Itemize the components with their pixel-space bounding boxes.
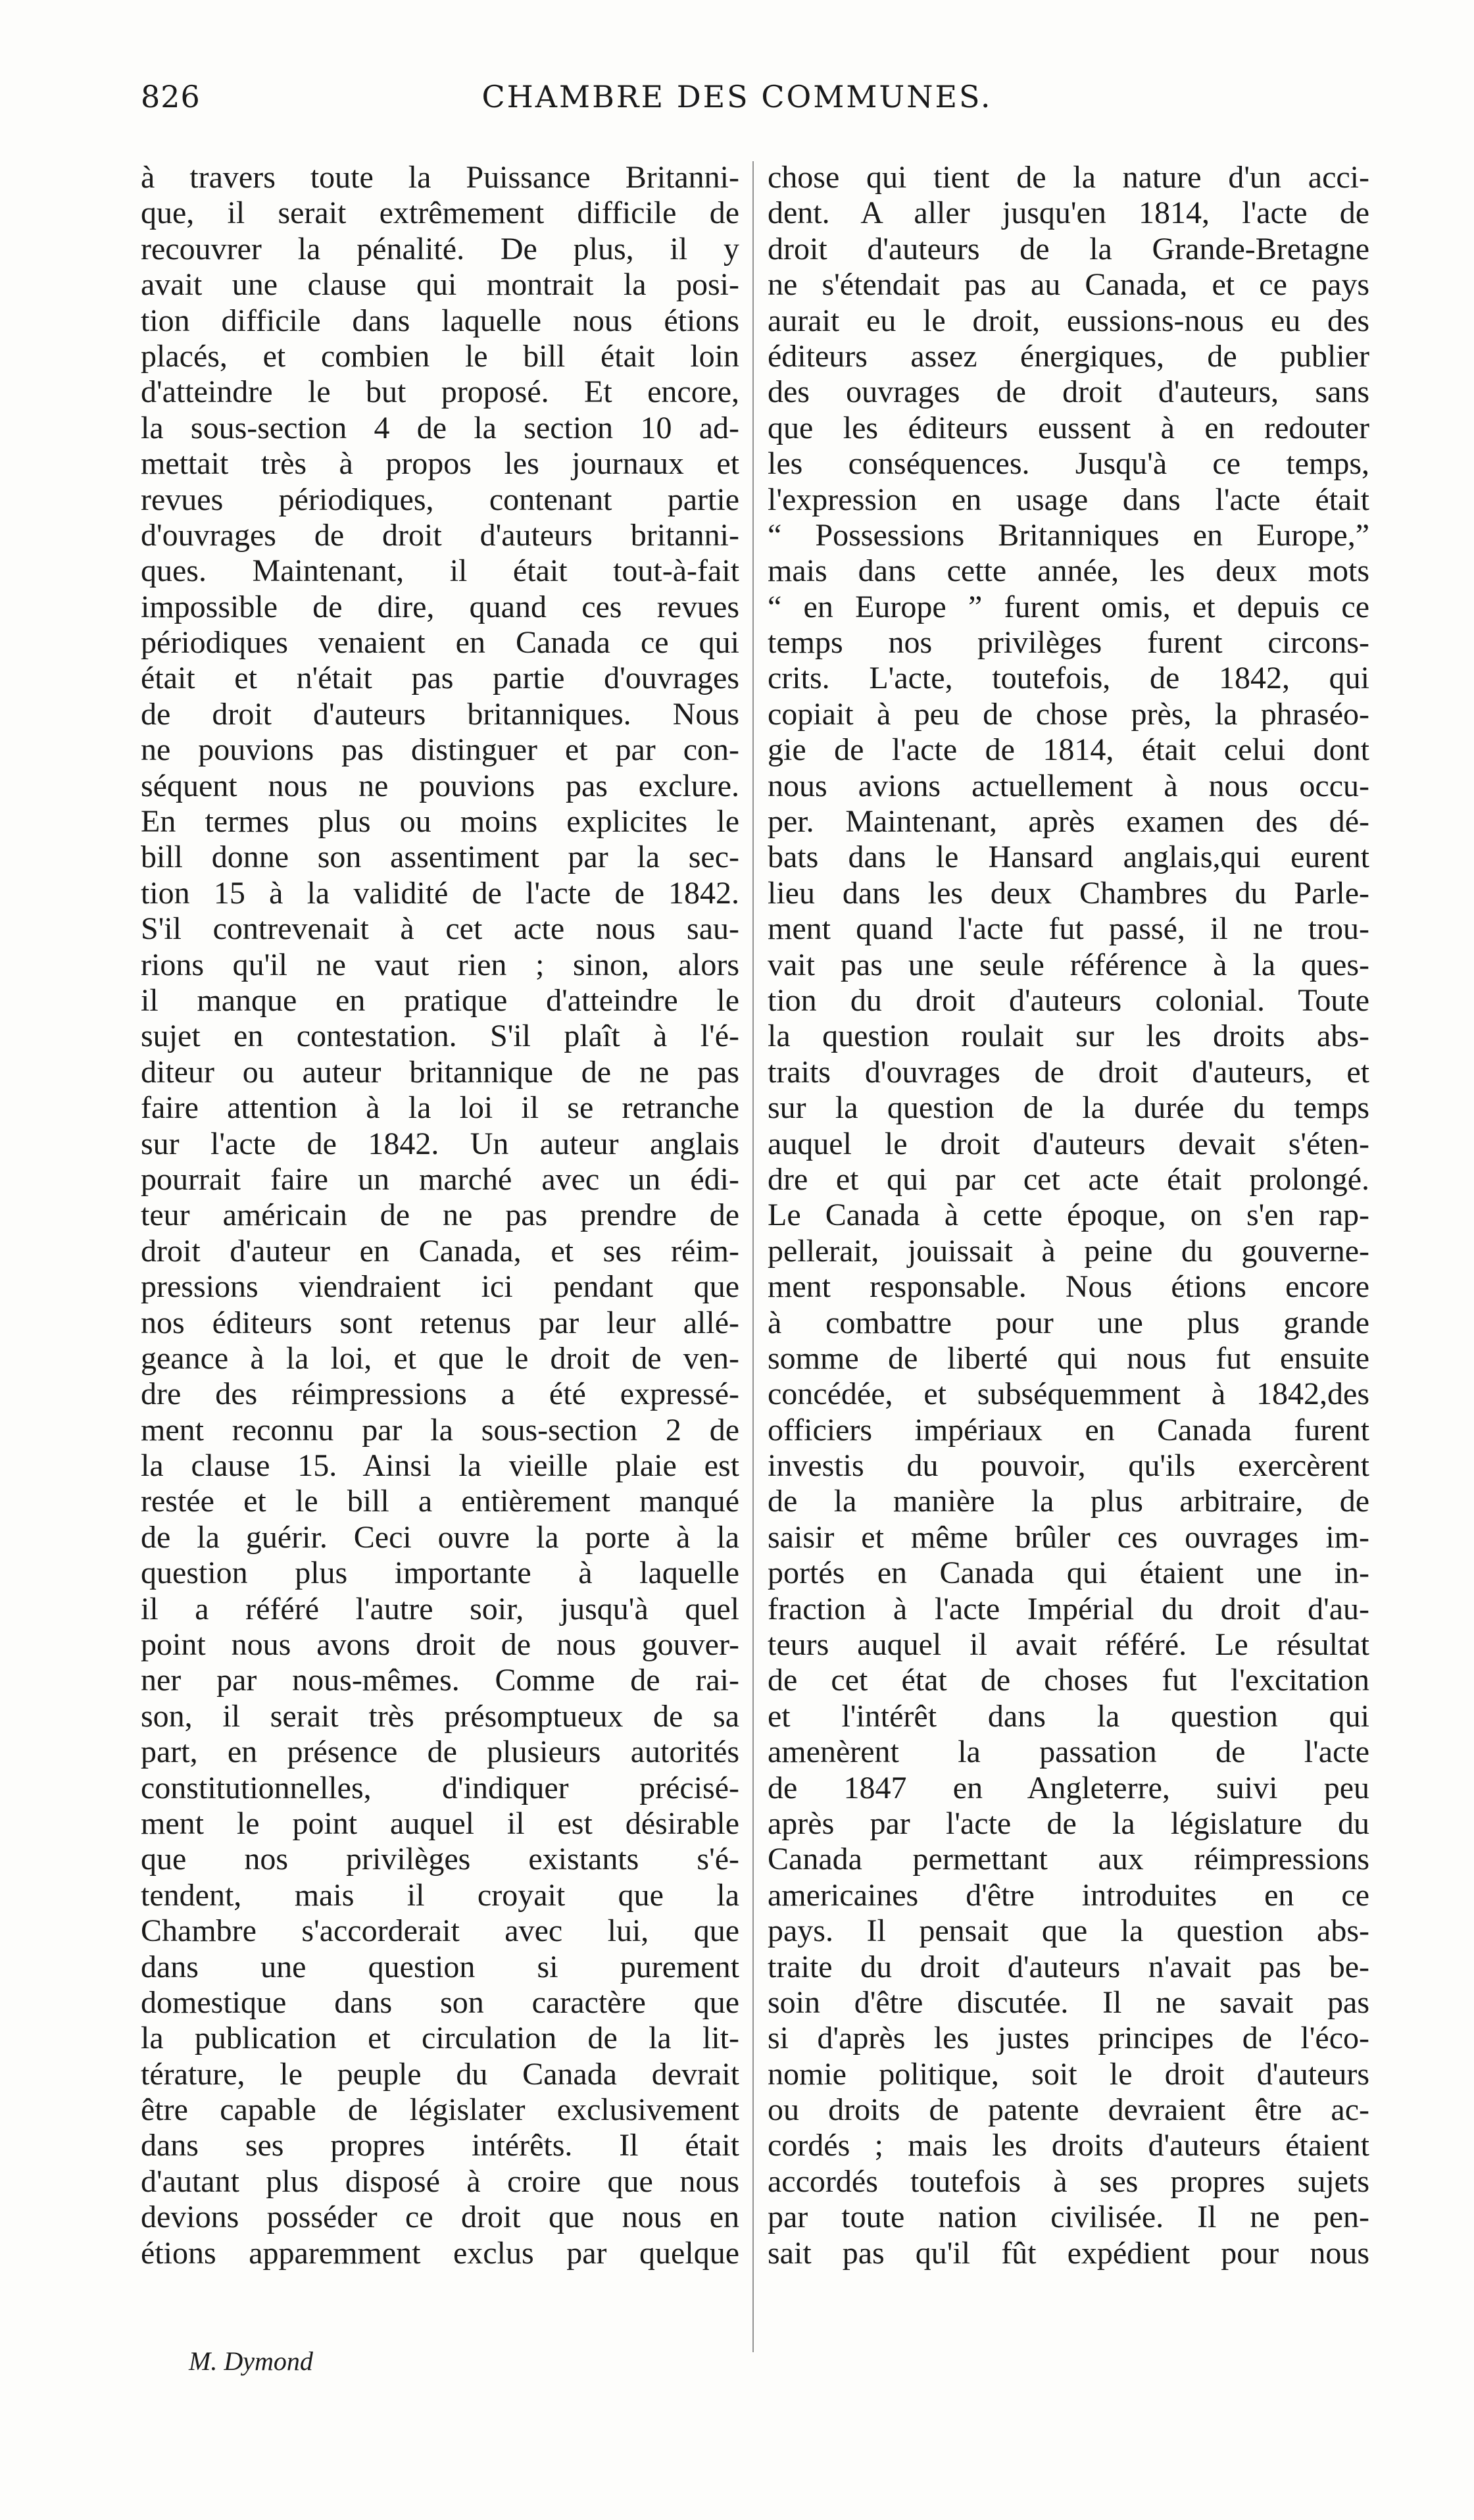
text-line: temps nos privilèges furent circons- [768,625,1369,661]
text-line: ner par nous-mêmes. Comme de rai- [141,1663,739,1698]
text-line: que, il serait extrêmement difficile de [141,195,739,231]
text-line: la publication et circulation de la lit- [141,2021,739,2056]
left-column [141,160,739,2271]
text-line: traite du droit d'auteurs n'avait pas be- [768,1949,1369,1984]
text-line: de 1847 en Angleterre, suivi peu [768,1770,1369,1805]
text-line: la sous-section 4 de la section 10 ad- [141,410,739,445]
text-line: question plus importante à laquelle [141,1555,739,1591]
text-line: d'ouvrages de droit d'auteurs britanni- [141,517,739,553]
text-line: lieu dans les deux Chambres du Parle- [768,875,1369,911]
text-line: il a référé l'autre soir, jusqu'à quel [141,1591,739,1626]
text-line: ques. Maintenant, il était tout-à-fait [141,553,739,589]
text-line: dre des réimpressions a été expressé- [141,1376,739,1412]
text-line: “ Possessions Britanniques en Europe,” [768,517,1369,553]
text-line: tion 15 à la validité de l'acte de 1842. [141,875,739,911]
right-column [768,160,1369,2271]
text-line: dans ses propres intérêts. Il était [141,2128,739,2163]
text-line: “ en Europe ” furent omis, et depuis ce [768,589,1369,624]
text-line: restée et le bill a entièrement manqué [141,1484,739,1519]
text-line: dans une question si purement [141,1949,739,1984]
text-line: devions posséder ce droit que nous en [141,2200,739,2235]
text-line: que les éditeurs eussent à en redouter [768,410,1369,445]
text-line: ment responsable. Nous étions encore [768,1269,1369,1305]
text-line: investis du pouvoir, qu'ils exercèrent [768,1448,1369,1484]
text-line: mettait très à propos les journaux et [141,446,739,482]
text-line: étions apparemment exclus par quelque [141,2235,739,2271]
text-line: pourrait faire un marché avec un édi- [141,1161,739,1197]
text-line: dent. A aller jusqu'en 1814, l'acte de [768,195,1369,231]
text-line: séquent nous ne pouvions pas exclure. [141,768,739,803]
text-line: somme de liberté qui nous fut ensuite [768,1340,1369,1376]
text-line: sur l'acte de 1842. Un auteur anglais [141,1126,739,1161]
text-line: térature, le peuple du Canada devrait [141,2056,739,2092]
text-line: chose qui tient de la nature d'un acci- [768,160,1369,195]
text-line: americaines d'être introduites en ce [768,1877,1369,1913]
text-line: auquel le droit d'auteurs devait s'éten- [768,1126,1369,1161]
text-line: domestique dans son caractère que [141,1984,739,2020]
text-line: dre et qui par cet acte était prolongé. [768,1161,1369,1197]
text-line: faire attention à la loi il se retranche [141,1090,739,1126]
text-line: avait une clause qui montrait la posi- [141,267,739,303]
text-line: vait pas une seule référence à la ques- [768,947,1369,982]
text-line: il manque en pratique d'atteindre le [141,982,739,1018]
text-line: sait pas qu'il fût expédient pour nous [768,2235,1369,2271]
text-line: fraction à l'acte Impérial du droit d'au- [768,1591,1369,1626]
text-line: concédée, et subséquemment à 1842,des [768,1376,1369,1412]
text-line: ne pouvions pas distinguer et par con- [141,732,739,768]
text-line: d'atteindre le but proposé. Et encore, [141,374,739,410]
text-line: aurait eu le droit, eussions-nous eu des [768,303,1369,338]
text-line: ne s'étendait pas au Canada, et ce pays [768,267,1369,303]
text-line: tion difficile dans laquelle nous étions [141,303,739,338]
text-line: ou droits de patente devraient être ac- [768,2092,1369,2128]
text-line: traits d'ouvrages de droit d'auteurs, et [768,1054,1369,1090]
text-line: nous avions actuellement à nous occu- [768,768,1369,803]
text-line: Canada permettant aux réimpressions [768,1842,1369,1877]
text-line: après par l'acte de la législature du [768,1805,1369,1841]
text-line: tendent, mais il croyait que la [141,1877,739,1913]
text-line: tion du droit d'auteurs colonial. Toute [768,982,1369,1018]
text-line: les conséquences. Jusqu'à ce temps, [768,446,1369,482]
text-line: soin d'être discutée. Il ne savait pas [768,1984,1369,2020]
page-number: 826 [141,79,201,114]
text-line: impossible de dire, quand ces revues [141,589,739,624]
text-line: bats dans le Hansard anglais,qui eurent [768,840,1369,875]
text-line: de cet état de choses fut l'excitation [768,1663,1369,1698]
text-line: cordés ; mais les droits d'auteurs étaient [768,2128,1369,2163]
text-line: diteur ou auteur britannique de ne pas [141,1054,739,1090]
text-line: per. Maintenant, après examen des dé- [768,804,1369,840]
text-line: bill donne son assentiment par la sec- [141,840,739,875]
text-line: accordés toutefois à ses propres sujets [768,2163,1369,2199]
text-line: que nos privilèges existants s'é- [141,1842,739,1877]
text-line: des ouvrages de droit d'auteurs, sans [768,374,1369,410]
text-line: portés en Canada qui étaient une in- [768,1555,1369,1591]
text-line: sur la question de la durée du temps [768,1090,1369,1126]
column-divider [752,161,754,2352]
text-line: officiers impériaux en Canada furent [768,1412,1369,1448]
text-line: teur américain de ne pas prendre de [141,1197,739,1233]
text-line: par toute nation civilisée. Il ne pen- [768,2200,1369,2235]
text-line: ment quand l'acte fut passé, il ne trou- [768,911,1369,947]
text-line: pellerait, jouissait à peine du gouverne- [768,1233,1369,1269]
text-line: rions qu'il ne vaut rien ; sinon, alors [141,947,739,982]
text-line: de la manière la plus arbitraire, de [768,1484,1369,1519]
text-line: pressions viendraient ici pendant que [141,1269,739,1305]
text-line: gie de l'acte de 1814, était celui dont [768,732,1369,768]
text-line: droit d'auteur en Canada, et ses réim- [141,1233,739,1269]
text-line: à travers toute la Puissance Britanni- [141,160,739,195]
text-line: nomie politique, soit le droit d'auteurs [768,2056,1369,2092]
running-head: CHAMBRE DES COMMUNES. [481,79,993,114]
page-header [0,79,1474,138]
text-line: de la guérir. Ceci ouvre la porte à la [141,1519,739,1555]
text-line: teurs auquel il avait référé. Le résultat [768,1627,1369,1663]
text-line: sujet en contestation. S'il plaît à l'é- [141,1019,739,1054]
text-line: la clause 15. Ainsi la vieille plaie est [141,1448,739,1484]
text-line: En termes plus ou moins explicites le [141,804,739,840]
text-line: Chambre s'accorderait avec lui, que [141,1913,739,1949]
text-line: la question roulait sur les droits abs- [768,1019,1369,1054]
text-line: droit d'auteurs de la Grande-Bretagne [768,231,1369,266]
text-line: d'autant plus disposé à croire que nous [141,2163,739,2199]
text-line: l'expression en usage dans l'acte était [768,482,1369,517]
text-line: éditeurs assez énergiques, de publier [768,338,1369,374]
text-line: part, en présence de plusieurs autorités [141,1734,739,1770]
text-line: S'il contrevenait à cet acte nous sau- [141,911,739,947]
text-line: amenèrent la passation de l'acte [768,1734,1369,1770]
text-line: Le Canada à cette époque, on s'en rap- [768,1197,1369,1233]
text-line: pays. Il pensait que la question abs- [768,1913,1369,1949]
text-line: son, il serait très présomptueux de sa [141,1698,739,1734]
text-line: ment le point auquel il est désirable [141,1805,739,1841]
text-line: copiait à peu de chose près, la phraséo- [768,696,1369,732]
text-line: périodiques venaient en Canada ce qui [141,625,739,661]
text-line: si d'après les justes principes de l'éco- [768,2021,1369,2056]
text-line: nos éditeurs sont retenus par leur allé- [141,1305,739,1340]
text-line: à combattre pour une plus grande [768,1305,1369,1340]
text-line: mais dans cette année, les deux mots [768,553,1369,589]
text-line: point nous avons droit de nous gouver- [141,1627,739,1663]
speaker-name: M. Dymond [189,2346,313,2376]
text-line: constitutionnelles, d'indiquer précisé- [141,1770,739,1805]
text-line: de droit d'auteurs britanniques. Nous [141,696,739,732]
text-line: crits. L'acte, toutefois, de 1842, qui [768,661,1369,696]
text-line: ment reconnu par la sous-section 2 de [141,1412,739,1448]
text-line: saisir et même brûler ces ouvrages im- [768,1519,1369,1555]
text-line: placés, et combien le bill était loin [141,338,739,374]
text-line: était et n'était pas partie d'ouvrages [141,661,739,696]
text-line: et l'intérêt dans la question qui [768,1698,1369,1734]
text-line: revues périodiques, contenant partie [141,482,739,517]
text-line: recouvrer la pénalité. De plus, il y [141,231,739,266]
text-line: geance à la loi, et que le droit de ven- [141,1340,739,1376]
text-line: être capable de législater exclusivement [141,2092,739,2128]
